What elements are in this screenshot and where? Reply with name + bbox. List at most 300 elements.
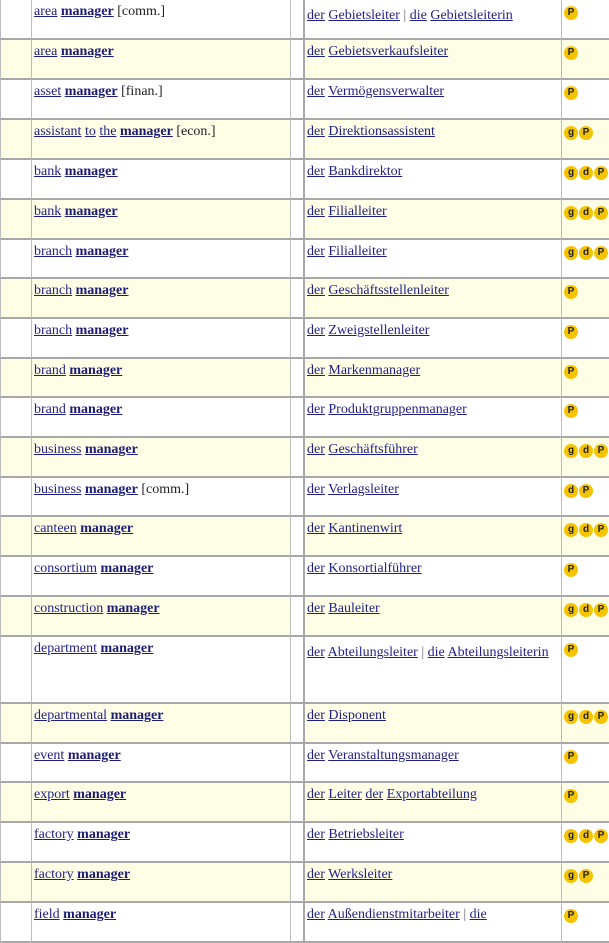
english-term-cell	[32, 200, 291, 240]
dative-icon[interactable]: d	[579, 166, 593, 180]
de-word-link[interactable]: Konsortialführer	[328, 561, 422, 576]
table-row	[0, 744, 609, 783]
en-word-link[interactable]: assistant	[34, 124, 82, 139]
row-marker-cell	[0, 0, 32, 40]
german-term-cell	[305, 160, 562, 200]
english-term-cell	[32, 319, 291, 359]
german-term-cell	[305, 319, 562, 359]
english-term-cell	[32, 40, 291, 80]
genitive-icon[interactable]: g	[564, 523, 578, 537]
german-term-cell	[305, 557, 562, 597]
english-term-cell	[32, 120, 291, 160]
genitive-icon[interactable]: g	[564, 710, 578, 724]
pronunciation-icon[interactable]: P	[579, 869, 593, 883]
english-term-cell	[32, 398, 291, 438]
inflection-badges	[564, 126, 593, 140]
table-row	[0, 398, 609, 438]
de-word-link[interactable]: Exportabteilung	[386, 787, 477, 802]
forms-cell	[562, 0, 609, 40]
german-term-cell	[305, 823, 562, 863]
table-row	[0, 597, 609, 637]
de-word-link[interactable]: Außendienstmitarbeiter	[327, 907, 460, 922]
de-word-link[interactable]: Werksleiter	[328, 867, 393, 882]
forms-cell	[562, 319, 609, 359]
en-word-link[interactable]: manager	[77, 827, 131, 842]
separator: |	[421, 645, 425, 660]
column-divider	[291, 903, 305, 943]
de-word-link[interactable]: Abteilungsleiterin	[447, 645, 549, 660]
de-word-link[interactable]: Gebietsleiterin	[430, 8, 513, 23]
english-term-cell	[32, 80, 291, 120]
pronunciation-icon[interactable]: P	[594, 246, 608, 260]
de-word-link[interactable]: Produktgruppenmanager	[328, 402, 467, 417]
german-term-cell	[305, 744, 562, 783]
forms-cell	[562, 160, 609, 200]
en-word-link[interactable]: manager	[84, 442, 138, 457]
genitive-icon[interactable]: g	[564, 206, 578, 220]
en-word-link[interactable]: department	[34, 641, 97, 656]
forms-cell	[562, 903, 609, 943]
en-word-link[interactable]: construction	[34, 601, 104, 616]
table-row	[0, 319, 609, 359]
table-row	[0, 823, 609, 863]
en-word-link[interactable]: to	[84, 124, 96, 139]
pronunciation-icon[interactable]: P	[564, 285, 578, 299]
dative-icon[interactable]: d	[579, 206, 593, 220]
column-divider	[291, 160, 305, 200]
pronunciation-icon[interactable]: P	[579, 126, 593, 140]
forms-cell	[562, 783, 609, 823]
de-word-link[interactable]: der	[307, 748, 325, 763]
inflection-badges	[564, 603, 608, 617]
subject-label: [comm.]	[141, 482, 190, 497]
row-marker-cell	[0, 120, 32, 160]
german-term-cell	[305, 704, 562, 744]
en-word-link[interactable]: manager	[73, 787, 127, 802]
en-word-link[interactable]: export	[34, 787, 70, 802]
row-marker-cell	[0, 704, 32, 744]
row-marker-cell	[0, 517, 32, 557]
column-divider	[291, 240, 305, 279]
de-word-link[interactable]: der	[307, 442, 325, 457]
forms-cell	[562, 637, 609, 704]
forms-cell	[562, 557, 609, 597]
de-word-link[interactable]: der	[307, 283, 325, 298]
pronunciation-icon[interactable]: P	[594, 523, 608, 537]
column-divider	[291, 438, 305, 478]
german-term-cell	[305, 120, 562, 160]
pronunciation-icon[interactable]: P	[594, 166, 608, 180]
de-word-link[interactable]: der	[307, 827, 325, 842]
column-divider	[291, 637, 305, 704]
inflection-badges	[564, 523, 608, 537]
column-divider	[291, 823, 305, 863]
pronunciation-icon[interactable]: P	[564, 6, 578, 20]
pronunciation-icon[interactable]: P	[594, 444, 608, 458]
de-word-link[interactable]: der	[307, 204, 325, 219]
genitive-icon[interactable]: g	[564, 246, 578, 260]
de-word-link[interactable]: Betriebsleiter	[328, 827, 404, 842]
german-term-cell	[305, 398, 562, 438]
subject-label: [econ.]	[176, 124, 216, 139]
german-term-cell	[305, 438, 562, 478]
german-term-cell	[305, 637, 562, 704]
row-marker-cell	[0, 160, 32, 200]
en-word-link[interactable]: manager	[100, 561, 154, 576]
en-word-link[interactable]: manager	[80, 521, 134, 536]
en-word-link[interactable]: manager	[84, 482, 138, 497]
de-word-link[interactable]: die	[409, 8, 427, 23]
en-word-link[interactable]: the	[99, 124, 117, 139]
row-marker-cell	[0, 597, 32, 637]
column-divider	[291, 279, 305, 319]
table-row	[0, 637, 609, 704]
forms-cell	[562, 120, 609, 160]
de-word-link[interactable]: Vermögensverwalter	[328, 84, 444, 99]
column-divider	[291, 557, 305, 597]
german-term-cell	[305, 478, 562, 517]
inflection-badges	[564, 643, 578, 657]
en-word-link[interactable]: asset	[34, 84, 62, 99]
row-marker-cell	[0, 319, 32, 359]
column-divider	[291, 359, 305, 398]
inflection-badges	[564, 829, 608, 843]
inflection-badges	[564, 246, 608, 260]
en-word-link[interactable]: manager	[106, 601, 160, 616]
genitive-icon[interactable]: g	[564, 603, 578, 617]
inflection-badges	[564, 909, 578, 923]
de-word-link[interactable]: Filialleiter	[328, 244, 387, 259]
en-word-link[interactable]: manager	[110, 708, 164, 723]
forms-cell	[562, 744, 609, 783]
forms-cell	[562, 40, 609, 80]
en-word-link[interactable]: factory	[34, 867, 74, 882]
row-marker-cell	[0, 398, 32, 438]
de-word-link[interactable]: der	[307, 402, 325, 417]
german-term-cell	[305, 0, 562, 40]
row-marker-cell	[0, 478, 32, 517]
en-word-link[interactable]: brand	[34, 363, 66, 378]
german-term-cell	[305, 40, 562, 80]
en-word-link[interactable]: manager	[63, 907, 117, 922]
de-word-link[interactable]: Verlagsleiter	[328, 482, 399, 497]
de-word-link[interactable]: Bauleiter	[328, 601, 380, 616]
row-marker-cell	[0, 80, 32, 120]
inflection-badges	[564, 285, 578, 299]
column-divider	[291, 40, 305, 80]
column-divider	[291, 478, 305, 517]
column-divider	[291, 783, 305, 823]
german-term-cell	[305, 863, 562, 903]
pronunciation-icon[interactable]: P	[594, 710, 608, 724]
table-row	[0, 557, 609, 597]
de-word-link[interactable]: Kantinenwirt	[328, 521, 403, 536]
forms-cell	[562, 398, 609, 438]
row-marker-cell	[0, 240, 32, 279]
subject-label: [finan.]	[121, 84, 163, 99]
en-word-link[interactable]: branch	[34, 244, 73, 259]
de-word-link[interactable]: der	[307, 8, 325, 23]
column-divider	[291, 398, 305, 438]
genitive-icon[interactable]: g	[564, 444, 578, 458]
dative-icon[interactable]: d	[579, 710, 593, 724]
genitive-icon[interactable]: g	[564, 166, 578, 180]
de-word-link[interactable]: Veranstaltungsmanager	[328, 748, 459, 763]
pronunciation-icon[interactable]: P	[579, 484, 593, 498]
pronunciation-icon[interactable]: P	[564, 325, 578, 339]
en-word-link[interactable]: manager	[67, 748, 121, 763]
german-term-cell	[305, 517, 562, 557]
separator: |	[403, 8, 407, 23]
en-word-link[interactable]: bank	[34, 164, 62, 179]
english-term-cell	[32, 783, 291, 823]
de-word-link[interactable]: der	[307, 323, 325, 338]
inflection-badges	[564, 710, 608, 724]
english-term-cell	[32, 704, 291, 744]
row-marker-cell	[0, 863, 32, 903]
en-word-link[interactable]: branch	[34, 323, 73, 338]
en-word-link[interactable]: event	[34, 748, 65, 763]
english-term-cell	[32, 517, 291, 557]
table-row	[0, 704, 609, 744]
de-word-link[interactable]: Geschäftsführer	[328, 442, 418, 457]
inflection-badges	[564, 869, 593, 883]
column-divider	[291, 200, 305, 240]
dative-icon[interactable]: d	[579, 444, 593, 458]
column-divider	[291, 80, 305, 120]
english-term-cell	[32, 359, 291, 398]
column-divider	[291, 319, 305, 359]
inflection-badges	[564, 206, 608, 220]
pronunciation-icon[interactable]: P	[564, 404, 578, 418]
row-marker-cell	[0, 40, 32, 80]
de-word-link[interactable]: Geschäftsstellenleiter	[328, 283, 449, 298]
forms-cell	[562, 438, 609, 478]
de-word-link[interactable]: der	[307, 164, 325, 179]
inflection-badges	[564, 46, 578, 60]
english-term-cell	[32, 637, 291, 704]
forms-cell	[562, 517, 609, 557]
pronunciation-icon[interactable]: P	[594, 206, 608, 220]
de-word-link[interactable]: Leiter	[328, 787, 362, 802]
de-word-link[interactable]: der	[307, 708, 325, 723]
english-term-cell	[32, 438, 291, 478]
inflection-badges	[564, 444, 608, 458]
de-word-link[interactable]: die	[469, 907, 487, 922]
column-divider	[291, 863, 305, 903]
inflection-badges	[564, 166, 608, 180]
de-word-link[interactable]: der	[307, 601, 325, 616]
de-word-link[interactable]: Markenmanager	[328, 363, 421, 378]
english-term-cell	[32, 240, 291, 279]
de-word-link[interactable]: der	[307, 787, 325, 802]
row-marker-cell	[0, 637, 32, 704]
genitive-icon[interactable]: g	[564, 869, 578, 883]
dative-icon[interactable]: d	[579, 246, 593, 260]
column-divider	[291, 120, 305, 160]
de-word-link[interactable]: der	[307, 44, 325, 59]
en-word-link[interactable]: area	[34, 44, 58, 59]
de-word-link[interactable]: der	[307, 645, 325, 660]
forms-cell	[562, 80, 609, 120]
en-word-link[interactable]: business	[34, 442, 82, 457]
en-word-link[interactable]: manager	[69, 363, 123, 378]
de-word-link[interactable]: der	[307, 124, 325, 139]
table-row	[0, 120, 609, 160]
table-row	[0, 160, 609, 200]
pronunciation-icon[interactable]: P	[564, 563, 578, 577]
de-word-link[interactable]: Disponent	[328, 708, 386, 723]
column-divider	[291, 517, 305, 557]
en-word-link[interactable]: field	[34, 907, 60, 922]
column-divider	[291, 597, 305, 637]
en-word-link[interactable]: departmental	[34, 708, 108, 723]
column-divider	[291, 744, 305, 783]
pronunciation-icon[interactable]: P	[594, 829, 608, 843]
en-word-link[interactable]: brand	[34, 402, 66, 417]
en-word-link[interactable]: area	[34, 4, 58, 19]
dative-icon[interactable]: d	[579, 603, 593, 617]
en-word-link[interactable]: manager	[69, 402, 123, 417]
row-marker-cell	[0, 783, 32, 823]
table-row	[0, 200, 609, 240]
de-word-link[interactable]: Abteilungsleiter	[327, 645, 418, 660]
pronunciation-icon[interactable]: P	[564, 789, 578, 803]
pronunciation-icon[interactable]: P	[564, 86, 578, 100]
german-term-cell	[305, 200, 562, 240]
de-word-link[interactable]: Bankdirektor	[328, 164, 403, 179]
en-word-link[interactable]: manager	[100, 641, 154, 656]
forms-cell	[562, 359, 609, 398]
dative-icon[interactable]: d	[579, 829, 593, 843]
english-term-cell	[32, 744, 291, 783]
de-word-link[interactable]: Zweigstellenleiter	[328, 323, 430, 338]
dative-icon[interactable]: d	[564, 484, 578, 498]
de-word-link[interactable]: der	[307, 482, 325, 497]
inflection-badges	[564, 750, 578, 764]
row-marker-cell	[0, 823, 32, 863]
pronunciation-icon[interactable]: P	[564, 643, 578, 657]
german-term-cell	[305, 240, 562, 279]
en-word-link[interactable]: manager	[75, 283, 129, 298]
forms-cell	[562, 704, 609, 744]
german-term-cell	[305, 80, 562, 120]
german-term-cell	[305, 359, 562, 398]
de-word-link[interactable]: die	[427, 645, 445, 660]
en-word-link[interactable]: canteen	[34, 521, 77, 536]
forms-cell	[562, 240, 609, 279]
forms-cell	[562, 200, 609, 240]
pronunciation-icon[interactable]: P	[564, 365, 578, 379]
de-word-link[interactable]: der	[307, 907, 325, 922]
english-term-cell	[32, 903, 291, 943]
separator: |	[463, 907, 467, 922]
german-term-cell	[305, 903, 562, 943]
de-word-link[interactable]: der	[307, 521, 325, 536]
de-word-link[interactable]: der	[307, 561, 325, 576]
table-row	[0, 478, 609, 517]
row-marker-cell	[0, 359, 32, 398]
english-term-cell	[32, 863, 291, 903]
row-marker-cell	[0, 438, 32, 478]
english-term-cell	[32, 279, 291, 319]
row-marker-cell	[0, 279, 32, 319]
dative-icon[interactable]: d	[579, 523, 593, 537]
table-row	[0, 240, 609, 279]
de-word-link[interactable]: der	[307, 867, 325, 882]
english-term-cell	[32, 557, 291, 597]
en-word-link[interactable]: manager	[77, 867, 131, 882]
en-word-link[interactable]: factory	[34, 827, 74, 842]
english-term-cell	[32, 0, 291, 40]
row-marker-cell	[0, 557, 32, 597]
table-row	[0, 279, 609, 319]
inflection-badges	[564, 6, 578, 20]
pronunciation-icon[interactable]: P	[564, 46, 578, 60]
table-row	[0, 359, 609, 398]
table-row	[0, 863, 609, 903]
de-word-link[interactable]: der	[307, 84, 325, 99]
en-word-link[interactable]: manager	[64, 84, 118, 99]
en-word-link[interactable]: consortium	[34, 561, 97, 576]
de-word-link[interactable]: Gebietsleiter	[328, 8, 400, 23]
inflection-badges	[564, 86, 578, 100]
inflection-badges	[564, 404, 578, 418]
english-term-cell	[32, 597, 291, 637]
pronunciation-icon[interactable]: P	[564, 909, 578, 923]
inflection-badges	[564, 484, 593, 498]
forms-cell	[562, 478, 609, 517]
en-word-link[interactable]: manager	[64, 164, 118, 179]
en-word-link[interactable]: manager	[119, 124, 173, 139]
row-marker-cell	[0, 200, 32, 240]
row-marker-cell	[0, 744, 32, 783]
german-term-cell	[305, 279, 562, 319]
forms-cell	[562, 863, 609, 903]
en-word-link[interactable]: business	[34, 482, 82, 497]
de-word-link[interactable]: Direktionsassistent	[328, 124, 435, 139]
de-word-link[interactable]: Gebietsverkaufsleiter	[328, 44, 449, 59]
en-word-link[interactable]: manager	[75, 244, 129, 259]
en-word-link[interactable]: manager	[60, 44, 114, 59]
en-word-link[interactable]: manager	[60, 4, 114, 19]
de-word-link[interactable]: der	[307, 244, 325, 259]
inflection-badges	[564, 325, 578, 339]
german-term-cell	[305, 783, 562, 823]
en-word-link[interactable]: bank	[34, 204, 62, 219]
pronunciation-icon[interactable]: P	[594, 603, 608, 617]
english-term-cell	[32, 478, 291, 517]
en-word-link[interactable]: manager	[64, 204, 118, 219]
genitive-icon[interactable]: g	[564, 126, 578, 140]
column-divider	[291, 704, 305, 744]
de-word-link[interactable]: der	[365, 787, 384, 802]
subject-label: [comm.]	[117, 4, 166, 19]
table-row	[0, 438, 609, 478]
en-word-link[interactable]: branch	[34, 283, 73, 298]
de-word-link[interactable]: der	[307, 363, 325, 378]
english-term-cell	[32, 160, 291, 200]
forms-cell	[562, 823, 609, 863]
genitive-icon[interactable]: g	[564, 829, 578, 843]
en-word-link[interactable]: manager	[75, 323, 129, 338]
column-divider	[291, 0, 305, 40]
inflection-badges	[564, 365, 578, 379]
row-marker-cell	[0, 903, 32, 943]
de-word-link[interactable]: Filialleiter	[328, 204, 387, 219]
german-term-cell	[305, 597, 562, 637]
pronunciation-icon[interactable]: P	[564, 750, 578, 764]
